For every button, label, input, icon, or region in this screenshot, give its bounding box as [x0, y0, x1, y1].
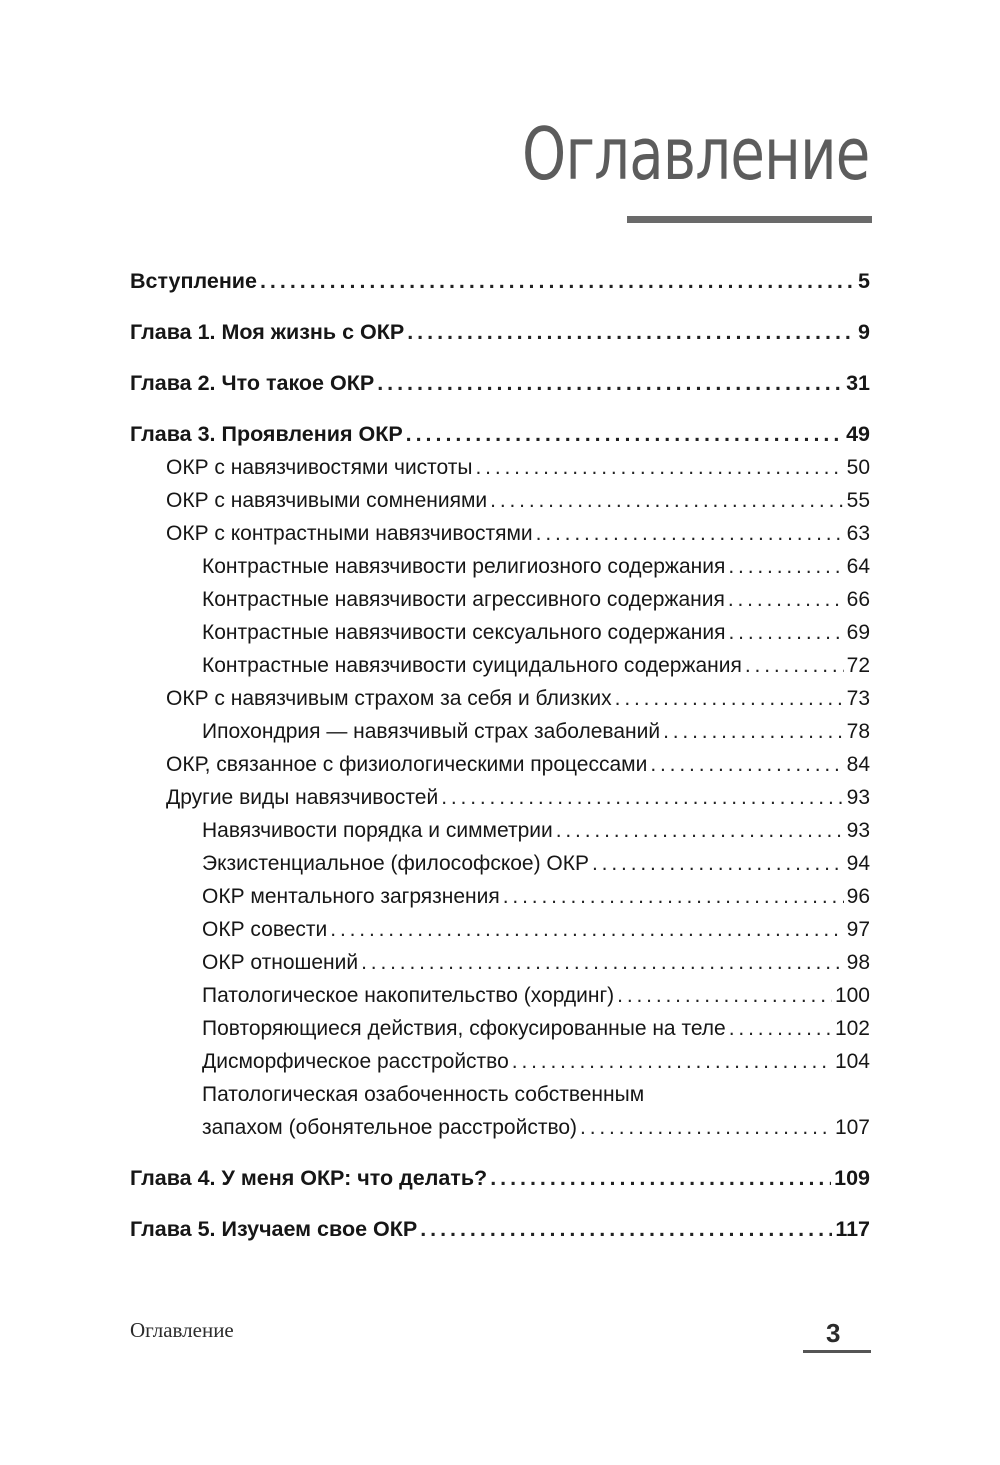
toc-entry-page: 69 [846, 621, 870, 644]
toc-entry-page: 49 [846, 422, 870, 446]
page-number: 3 [826, 1318, 841, 1348]
toc-entry-title: Навязчивости порядка и симметрии [202, 819, 553, 842]
toc-entry-page: 66 [846, 588, 870, 611]
toc-entry-subsection[interactable] [130, 847, 870, 880]
toc-dot-leader [476, 451, 844, 484]
toc-entry-title: Контрастные навязчивости агрессивного содержания [202, 588, 725, 611]
toc-entry-section[interactable] [130, 781, 870, 814]
toc-dot-leader [729, 1012, 832, 1045]
toc-entry-page: 94 [846, 852, 870, 875]
toc-entry-page: 5 [858, 269, 870, 293]
toc-entry-title: запахом (обонятельное расстройство) [202, 1116, 578, 1139]
toc-entry-chapter[interactable] [130, 367, 870, 400]
toc-entry-page: 9 [858, 320, 870, 344]
toc-entry-title: ОКР, связанное с физиологическими процессами [166, 753, 648, 776]
toc-dot-leader [406, 418, 843, 451]
toc-entry-page: 102 [834, 1017, 870, 1040]
toc-entry-subsection[interactable] [130, 649, 870, 682]
toc-entry-subsection[interactable] [130, 583, 870, 616]
toc-entry-subsection[interactable] [130, 814, 870, 847]
toc-dot-leader [361, 946, 844, 979]
toc-dot-leader [441, 781, 843, 814]
toc-dot-leader [377, 367, 843, 400]
toc-entry-title: Другие виды навязчивостей [166, 786, 439, 809]
toc-entry-section[interactable] [130, 682, 870, 715]
toc-entry-chapter[interactable] [130, 265, 870, 298]
toc-entry-subsection[interactable] [130, 715, 870, 748]
toc-entry-page: 50 [846, 456, 870, 479]
toc-entry-subsection[interactable] [130, 550, 870, 583]
toc-entry-title: Дисморфическое расстройство [202, 1050, 509, 1073]
toc-entry-title: Глава 3. Проявления ОКР [130, 422, 403, 446]
toc-dot-leader [330, 913, 843, 946]
toc-entry-title: ОКР ментального загрязнения [202, 885, 500, 908]
toc-entry-section[interactable] [130, 748, 870, 781]
toc-entry-page: 64 [846, 555, 870, 578]
toc-entry-chapter[interactable] [130, 1213, 870, 1246]
toc-dot-leader [650, 748, 843, 781]
toc-entry-title: Экзистенциальное (философское) ОКР [202, 852, 590, 875]
toc-entry-title: Глава 1. Моя жизнь с ОКР [130, 320, 405, 344]
toc-entry-title: ОКР с навязчивостями чистоты [166, 456, 473, 479]
toc-entry-subsection[interactable] [130, 946, 870, 979]
toc-entry-subsection[interactable] [130, 1012, 870, 1045]
toc-entry-chapter[interactable] [130, 418, 870, 451]
toc-entry-subsection[interactable] [130, 880, 870, 913]
toc-entry-title: ОКР отношений [202, 951, 359, 974]
toc-dot-leader [536, 517, 844, 550]
toc-dot-leader [592, 847, 844, 880]
table-of-contents [130, 265, 870, 1246]
toc-entry-title: ОКР с навязчивым страхом за себя и близких [166, 687, 612, 710]
toc-entry-section[interactable] [130, 451, 870, 484]
toc-dot-leader [556, 814, 844, 847]
toc-entry-page: 104 [834, 1050, 870, 1073]
toc-entry-subsection[interactable] [130, 1045, 870, 1078]
toc-entry-page: 100 [834, 984, 870, 1007]
toc-entry-subsection[interactable] [130, 616, 870, 649]
toc-entry-title: Повторяющиеся действия, сфокусированные на теле [202, 1017, 726, 1040]
toc-entry-title: Патологическое накопительство (хординг) [202, 984, 615, 1007]
toc-entry-chapter[interactable] [130, 316, 870, 349]
toc-dot-leader [728, 550, 843, 583]
toc-entry-title: Вступление [130, 269, 257, 293]
toc-entry-title: ОКР с навязчивыми сомнениями [166, 489, 488, 512]
toc-dot-leader [420, 1213, 832, 1246]
toc-entry-page: 93 [846, 786, 870, 809]
toc-dot-leader [407, 316, 855, 349]
running-footer-label: Оглавление [130, 1318, 234, 1342]
toc-dot-leader [745, 649, 844, 682]
toc-entry-section[interactable] [130, 517, 870, 550]
toc-entry-page: 84 [846, 753, 870, 776]
toc-entry-page: 78 [846, 720, 870, 743]
toc-entry-subsection[interactable] [130, 913, 870, 946]
toc-entry-page: 73 [846, 687, 870, 710]
toc-dot-leader [615, 682, 844, 715]
toc-entry-title: Ипохондрия — навязчивый страх заболеваний [202, 720, 661, 743]
toc-entry-chapter[interactable] [130, 1162, 870, 1195]
toc-dot-leader [503, 880, 844, 913]
toc-dot-leader [490, 484, 843, 517]
toc-entry-page: 72 [846, 654, 870, 677]
toc-dot-leader [580, 1111, 832, 1144]
toc-dot-leader [617, 979, 832, 1012]
toc-entry-page: 117 [835, 1217, 870, 1241]
toc-dot-leader [512, 1045, 832, 1078]
page-number-underline [803, 1350, 871, 1353]
toc-entry-page: 107 [834, 1116, 870, 1139]
toc-entry-section[interactable] [130, 484, 870, 517]
toc-dot-leader [728, 616, 843, 649]
title-underline [627, 216, 872, 223]
toc-entry-title: Глава 2. Что такое ОКР [130, 371, 375, 395]
toc-entry-subsection[interactable] [130, 1111, 870, 1144]
toc-entry-page: 98 [846, 951, 870, 974]
toc-entry-page: 55 [846, 489, 870, 512]
toc-entry-title: Глава 5. Изучаем свое ОКР [130, 1217, 418, 1241]
toc-dot-leader [490, 1162, 831, 1195]
toc-entry-page: 63 [846, 522, 870, 545]
toc-entry-page: 97 [846, 918, 870, 941]
toc-entry-page: 31 [846, 371, 870, 395]
toc-dot-leader [728, 583, 844, 616]
toc-entry-title: Глава 4. У меня ОКР: что делать? [130, 1166, 488, 1190]
toc-entry-page: 109 [834, 1166, 870, 1190]
toc-entry-subsection[interactable] [130, 979, 870, 1012]
toc-entry-page: 96 [846, 885, 870, 908]
toc-entry-title-first-line[interactable]: Патологическая озабоченность собственным [202, 1083, 645, 1106]
toc-entry-title: Контрастные навязчивости сексуального содержания [202, 621, 726, 644]
toc-dot-leader [260, 265, 855, 298]
toc-dot-leader [663, 715, 844, 748]
toc-entry-page: 93 [846, 819, 870, 842]
toc-entry-title: ОКР с контрастными навязчивостями [166, 522, 533, 545]
page-title: Оглавление [522, 112, 870, 196]
toc-entry-title: ОКР совести [202, 918, 328, 941]
toc-entry-title: Контрастные навязчивости суицидального содержания [202, 654, 742, 677]
toc-entry-title: Контрастные навязчивости религиозного содержания [202, 555, 726, 578]
